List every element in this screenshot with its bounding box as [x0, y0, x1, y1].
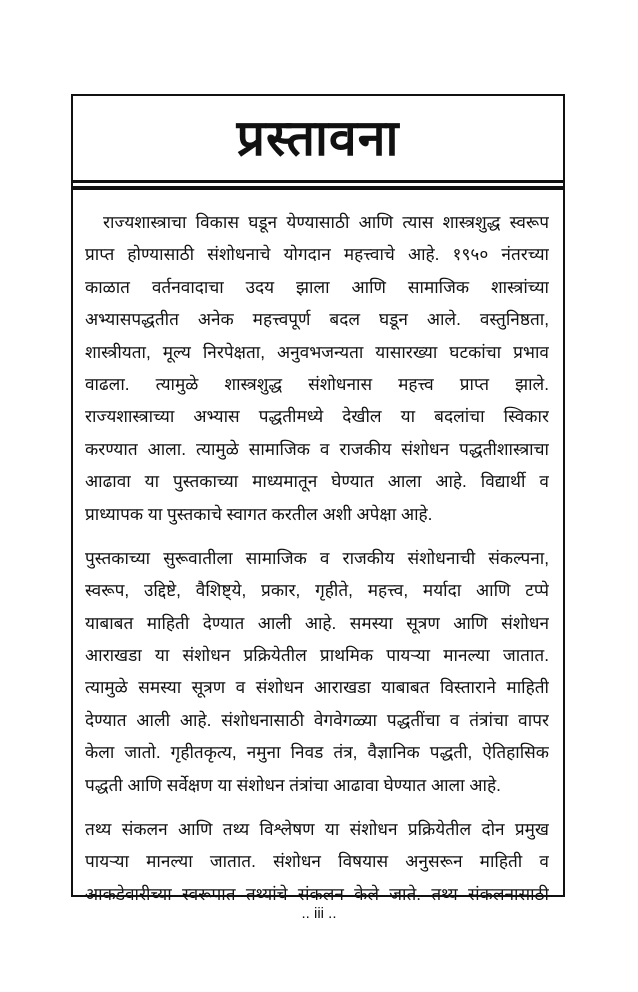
page-number: .. iii .. [301, 905, 337, 922]
title-rule-thick [73, 186, 563, 190]
text-line: आढावा या पुस्तकाच्या माध्यमातून घेण्यात आला आहे. विद्यार्थी व [85, 471, 549, 492]
title-box [73, 96, 563, 180]
text-line: अभ्यासपद्धतीत अनेक महत्त्वपूर्ण बदल घडून आले. वस्तुनिष्ठता, [85, 309, 549, 330]
title-rule [73, 180, 563, 183]
paragraph [85, 206, 549, 530]
text-line: पद्धती आणि सर्वेक्षण या संशोधन तंत्रांचा आढावा घेण्यात आला आहे. [85, 774, 501, 795]
text-line: केला जातो. गृहीतकृत्य, नमुना निवड तंत्र, वैज्ञानिक पद्धती, ऐतिहासिक [85, 742, 549, 763]
text-line: करण्यात आला. त्यामुळे सामाजिक व राजकीय संशोधन पद्धतीशास्त्राचा [85, 438, 549, 459]
paragraph [85, 542, 549, 801]
text-line: त्यामुळे समस्या सूत्रण व संशोधन आराखडा याबाबत विस्ताराने माहिती [85, 677, 549, 698]
preface-body [85, 206, 549, 922]
text-line: काळात वर्तनवादाचा उदय झाला आणि सामाजिक शास्त्रांच्या [85, 276, 549, 297]
text-line: याबाबत माहिती देण्यात आली आहे. समस्या सूत्रण आणि संशोधन [85, 612, 549, 633]
text-line: प्राप्त होण्यासाठी संशोधनाचे योगदान महत्त्वाचे आहे. १९५० नंतरच्या [85, 244, 549, 265]
text-line: तथ्य संकलन आणि तथ्य विश्लेषण या संशोधन प्रक्रियेतील दोन प्रमुख [85, 819, 549, 840]
text-line: शास्त्रीयता, मूल्य निरपेक्षता, अनुवभजन्यता यासारख्या घटकांचा प्रभाव [85, 341, 549, 362]
text-line: प्राध्यापक या पुस्तकाचे स्वागत करतील अशी अपेक्षा आहे. [85, 503, 433, 524]
text-line: राज्यशास्त्राचा विकास घडून येण्यासाठी आणि त्यास शास्त्रशुद्ध स्वरूप [103, 212, 549, 232]
paragraph [85, 813, 549, 910]
text-line: देण्यात आली आहे. संशोधनासाठी वेगवेगळ्या पद्धतींचा व तंत्रांचा वापर [85, 709, 549, 730]
text-line: राज्यशास्त्राच्या अभ्यास पद्धतीमध्ये देखील या बदलांचा स्विकार [85, 406, 549, 427]
text-line: पायऱ्या मानल्या जातात. संशोधन विषयास अनुसरून माहिती व [85, 851, 549, 872]
text-line: वाढला. त्यामुळे शास्त्रशुद्ध संशोधनास महत्त्व प्राप्त झाले. [85, 373, 549, 394]
text-line: आराखडा या संशोधन प्रक्रियेतील प्राथमिक पायऱ्या मानल्या जातात. [85, 645, 549, 666]
page-frame [71, 94, 565, 904]
text-line: स्वरूप, उद्दिष्टे, वैशिष्ट्ये, प्रकार, गृहीते, महत्त्व, मर्यादा आणि टप्पे [85, 580, 549, 601]
text-line: पुस्तकाच्या सुरूवातीला सामाजिक व राजकीय संशोधनाची संकल्पना, [85, 547, 549, 568]
page-title: प्रस्तावना [236, 110, 400, 166]
text-line: आकडेवारीच्या स्वरूपात तथ्यांचे संकलन केले जाते. तथ्य संकलनासाठी [85, 883, 549, 904]
